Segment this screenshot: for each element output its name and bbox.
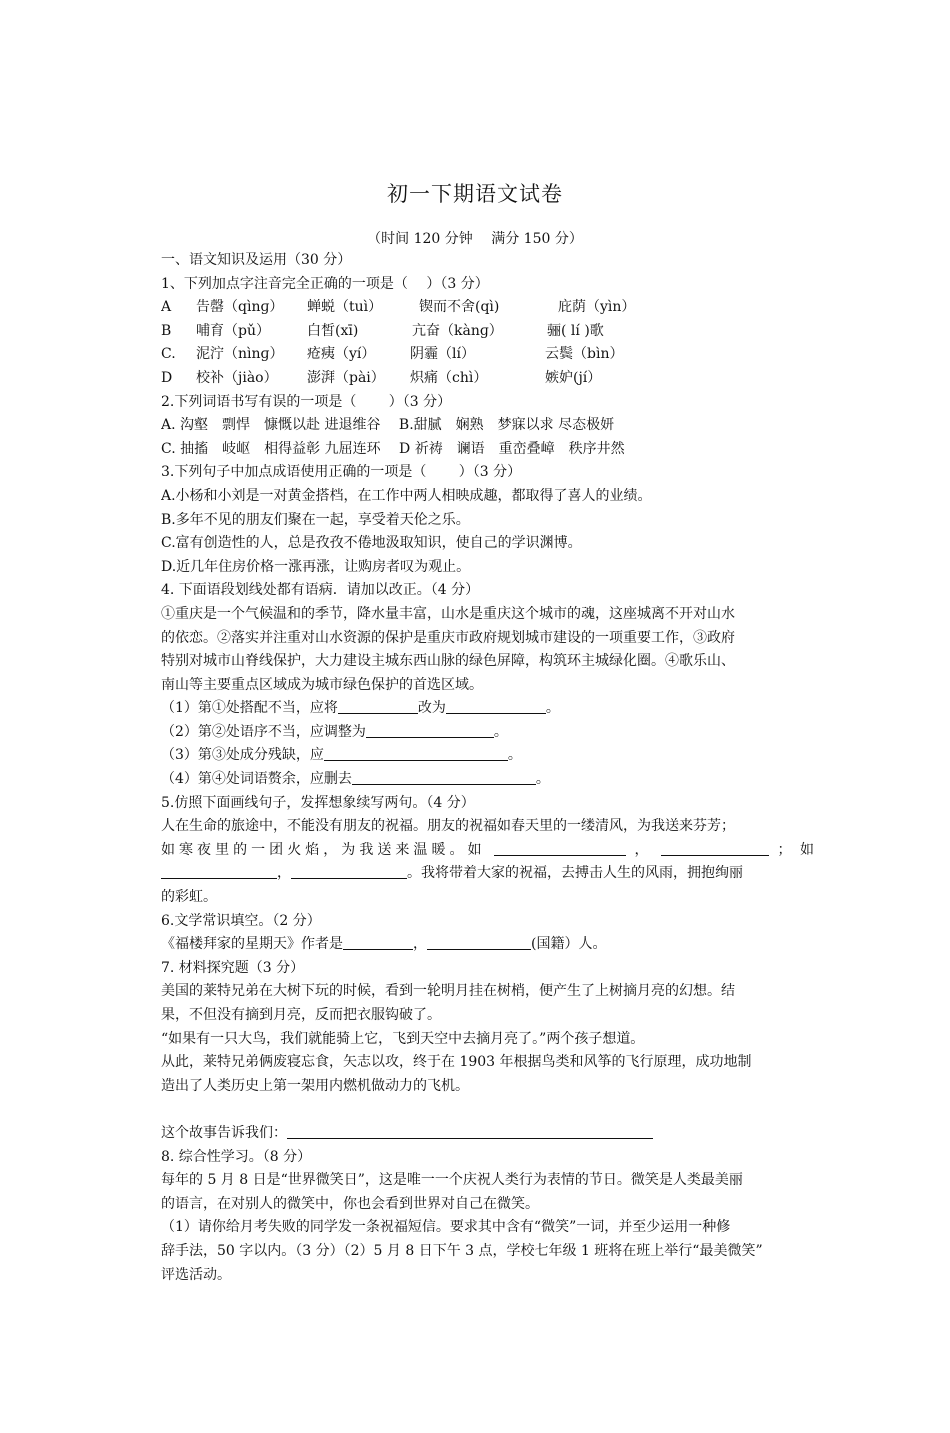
- q7-text-line: 造出了人类历史上第一架用内燃机做动力的飞机。: [161, 1077, 469, 1094]
- q4-sub-1: （1）第①处搭配不当，应将 改为 。: [161, 700, 560, 717]
- q5-text-line: 如寒夜里的一团火焰，为我送来温暖。如 ， ； 如: [161, 841, 814, 858]
- answer-blank[interactable]: [287, 1123, 653, 1139]
- answer-blank[interactable]: [324, 745, 508, 761]
- question-8-stem: 8. 综合性学习。（8 分）: [161, 1148, 312, 1165]
- answer-blank[interactable]: [291, 863, 407, 879]
- answer-blank[interactable]: [661, 840, 769, 856]
- q3-option-d: D.近几年住房价格一涨再涨，让购房者叹为观止。: [161, 558, 471, 575]
- q5-text-line: 人在生命的旅途中，不能没有朋友的祝福。朋友的祝福如春天里的一缕清风，为我送来芬芳；: [161, 818, 735, 835]
- q4-paragraph-line: 特别对城市山脊线保护，大力建设主城东西山脉的绿色屏障，构筑环主城绿化圈。④歌乐山、: [161, 653, 735, 670]
- q8-text-line: 辞手法，50 字以内。（3 分）（2）5 月 8 日下午 3 点，学校七年级 1 班将在班上举行“最美微笑”: [161, 1242, 763, 1259]
- q5-text-line: ， 。我将带着大家的祝福，去搏击人生的风雨，拥抱绚丽: [161, 862, 814, 886]
- question-1-stem: 1、下列加点字注音完全正确的一项是（ ）（3 分）: [161, 275, 489, 292]
- q5-text-line: 的彩虹。: [161, 889, 217, 906]
- q1-option-c: C. 泥泞（nìnɡ） 疮痍（yí） 阴霾（lí） 云鬓（bìn）: [161, 346, 624, 363]
- q4-sub-3: （3）第③处成分残缺，应 。: [161, 747, 522, 764]
- q1-option-b: B 哺育（pǔ） 白皙(xī) 亢奋（kànɡ） 骊( lí )歌: [161, 322, 604, 339]
- q8-text-line: 的语言，在对别人的微笑中，你也会看到世界对自己在微笑。: [161, 1195, 539, 1212]
- question-4-stem: 4. 下面语段划线处都有语病．请加以改正。（4 分）: [161, 582, 480, 599]
- q4-paragraph-line: 的依恋。②落实并注重对山水资源的保护是重庆市政府规划城市建设的一项重要工作，③政府: [161, 629, 735, 646]
- answer-blank[interactable]: [343, 934, 413, 950]
- q3-option-a: A.小杨和小刘是一对黄金搭档，在工作中两人相映成趣，都取得了喜人的业绩。: [161, 487, 652, 504]
- question-2-stem: 2.下列词语书写有误的一项是（ ）（3 分）: [161, 393, 452, 410]
- q2-options-ab: A. 沟壑 剽悍 慷慨以赴 进退维谷 B.甜腻 娴熟 梦寐以求 尽态极妍: [161, 417, 615, 434]
- q7-text-line: 从此，莱特兄弟俩废寝忘食，矢志以攻，终于在 1903 年根据鸟类和风筝的飞行原理，成功地制: [161, 1054, 752, 1071]
- q4-paragraph-line: 南山等主要重点区域成为城市绿色保护的首选区域。: [161, 676, 483, 693]
- answer-blank[interactable]: [338, 698, 418, 714]
- answer-blank[interactable]: [494, 840, 626, 856]
- q1-option-a: A 告罄（qìnɡ） 蝉蜕（tuì） 锲而不舍(qì) 庇荫（yìn）: [161, 299, 636, 316]
- q7-text-line: 果，不但没有摘到月亮，反而把衣服钩破了。: [161, 1007, 441, 1023]
- q8-text-line: （1）请你给月考失败的同学发一条祝福短信。要求其中含有“微笑”一词，并至少运用一种修: [161, 1219, 731, 1236]
- question-7-stem: 7. 材料探究题（3 分）: [161, 959, 305, 976]
- q8-text-line: 每年的 5 月 8 日是“世界微笑日”，这是唯一一个庆祝人类行为表情的节日。微笑是人类最美丽: [161, 1172, 743, 1189]
- q4-sub-4: （4）第④处词语赘余，应删去 。: [161, 771, 550, 788]
- q4-paragraph-line: ①重庆是一个气候温和的季节，降水量丰富，山水是重庆这个城市的魂，这座城离不开对山水: [161, 605, 735, 622]
- q3-option-c: C.富有创造性的人，总是孜孜不倦地汲取知识，使自己的学识渊博。: [161, 535, 582, 552]
- answer-blank[interactable]: [427, 934, 531, 950]
- answer-blank[interactable]: [352, 769, 536, 785]
- q2-options-cd: C. 抽搐 岐岖 相得益彰 九屈连环 D 祈祷 谰语 重峦叠嶂 秩序井然: [161, 440, 625, 457]
- q7-answer-line: 这个故事告诉我们：: [161, 1122, 814, 1146]
- answer-blank[interactable]: [161, 863, 277, 879]
- question-6-stem: 6.文学常识填空。（2 分）: [161, 912, 321, 929]
- question-3-stem: 3.下列句子中加点成语使用正确的一项是（ ）（3 分）: [161, 464, 522, 481]
- q3-option-b: B.多年不见的朋友们聚在一起，享受着天伦之乐。: [161, 511, 470, 528]
- q6-fill-line: 《福楼拜家的星期天》作者是 ， (国籍）人。: [161, 936, 607, 953]
- q1-option-d: D 校补（jiào） 澎湃（pài） 炽痛（chì） 嫉妒(jí）: [161, 369, 602, 386]
- spacer: [161, 1098, 814, 1122]
- q7-text-line: “如果有一只大鸟，我们就能骑上它，飞到天空中去摘月亮了。”两个孩子想道。: [161, 1030, 645, 1047]
- q8-text-line: 评选活动。: [161, 1266, 231, 1283]
- answer-blank[interactable]: [366, 722, 494, 738]
- question-5-stem: 5.仿照下面画线句子，发挥想象续写两句。（4 分）: [161, 794, 475, 811]
- exam-info: （时间 120 分钟 满分 150 分）: [367, 231, 583, 247]
- exam-body: [161, 249, 814, 1287]
- page-title: 初一下期语文试卷: [387, 182, 563, 206]
- answer-blank[interactable]: [446, 698, 546, 714]
- section-heading: 一、语文知识及运用（30 分）: [161, 252, 352, 268]
- q7-text-line: 美国的莱特兄弟在大树下玩的时候，看到一轮明月挂在树梢，便产生了上树摘月亮的幻想。结: [161, 983, 735, 1000]
- q4-sub-2: （2）第②处语序不当，应调整为 。: [161, 723, 508, 740]
